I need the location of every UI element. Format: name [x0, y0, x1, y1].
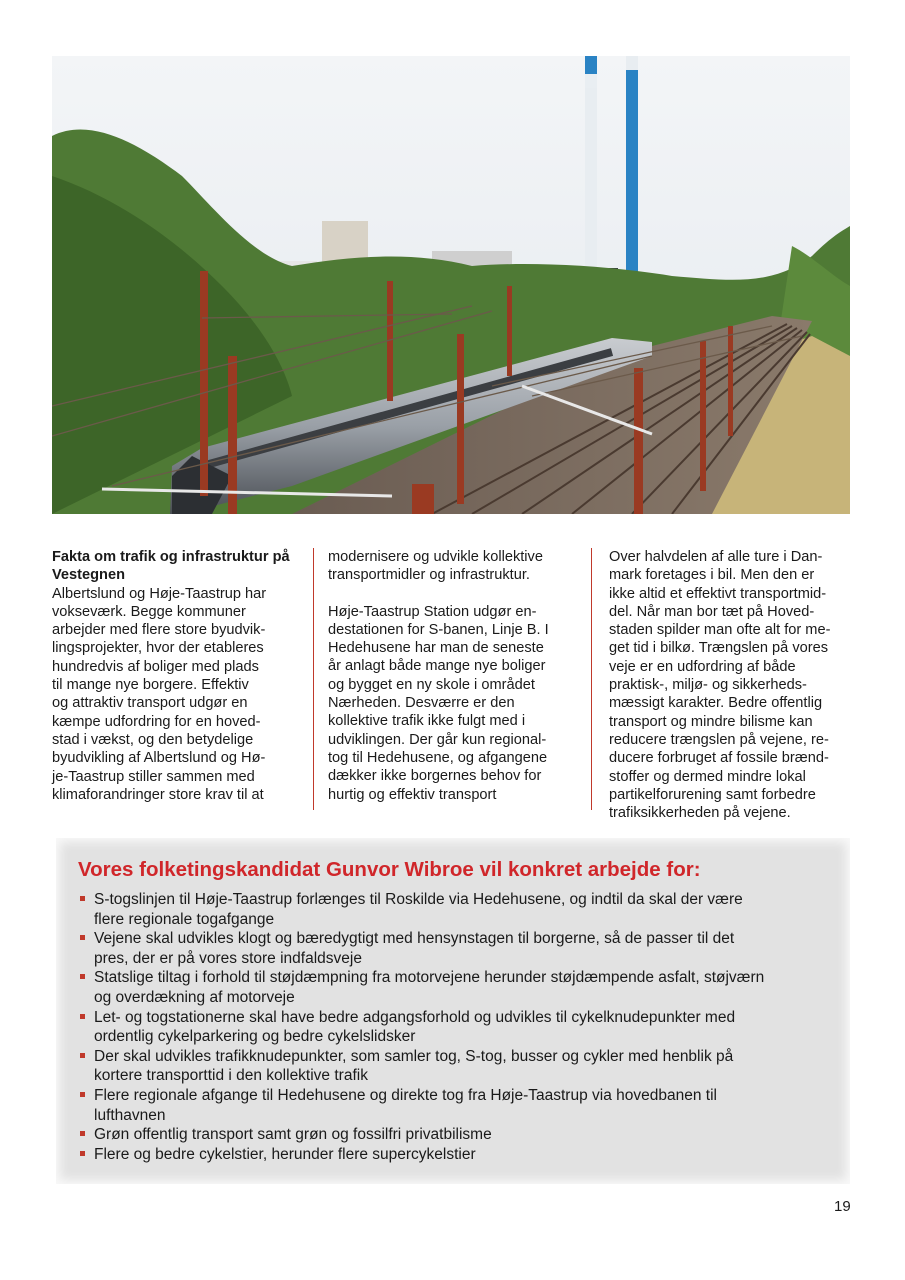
text-line: år anlagt både mange nye boliger — [328, 658, 546, 675]
train-photo-icon — [52, 56, 850, 514]
text-line: stoffer og dermed mindre lokal — [609, 768, 806, 785]
text-line: je-Taastrup stiller sammen med — [52, 768, 255, 785]
text-line: modernisere og udvikle kollektive — [328, 549, 543, 565]
text-line: lingsprojekter, hvor der etableres — [52, 640, 264, 657]
text-line: mark foretages i bil. Men den er — [609, 567, 815, 584]
text-line: trafiksikkerheden på vejene. — [609, 805, 791, 822]
text-line: byudvikling af Albertslund og Hø- — [52, 750, 266, 767]
list-item: Vejene skal udvikles klogt og bæredygtigt med hensynstagen til borgerne, så de passer til det pres, der er på vores store indfaldsveje — [78, 929, 818, 968]
text-line: og attraktiv transport udgør en — [52, 695, 248, 712]
text-line: vokseværk. Begge kommuner — [52, 603, 246, 620]
text-line: partikelforurening samt forbedre — [609, 786, 816, 803]
text-line: dækker ikke borgernes behov for — [328, 768, 542, 785]
text-line: staden spilder man ofte alt for me- — [609, 622, 831, 639]
text-line: tog til Hedehusene, og afgangene — [328, 749, 548, 766]
text-line: udviklingen. Der går kun regional- — [328, 731, 547, 748]
text-line: klimaforandringer store krav til at — [52, 786, 264, 803]
list-item: Grøn offentlig transport samt grøn og fossilfri privatbilisme — [78, 1125, 818, 1145]
text-line: Hedehusene har man de seneste — [328, 640, 544, 657]
text-line: Høje-Taastrup Station udgør en- — [328, 603, 537, 620]
text-line: veje er en udfordring af både — [609, 658, 796, 675]
square-bullet-icon — [80, 896, 85, 901]
text-line: ducere forbruget af fossile brænd- — [609, 750, 829, 767]
text-line: reducere trængslen på vejene, re- — [609, 731, 829, 748]
article-title: Fakta om trafik og infrastruktur på Vestegnen — [52, 549, 290, 584]
train-photo — [52, 56, 850, 514]
column-divider — [313, 548, 314, 810]
article-column-1 — [52, 548, 292, 804]
square-bullet-icon — [80, 1092, 85, 1097]
square-bullet-icon — [80, 1151, 85, 1156]
list-item: Let- og togstationerne skal have bedre adgangsforhold og udvikles til cykelknudepunkter med ordentlig cykelparkering og bedre cykelslidsker — [78, 1008, 818, 1047]
text-line: praktisk-, miljø- og sikkerheds- — [609, 677, 807, 694]
text-line: og bygget en ny skole i området — [328, 676, 535, 693]
article-column-3 — [609, 548, 854, 822]
square-bullet-icon — [80, 1014, 85, 1019]
candidate-box-title: Vores folketingskandidat Gunvor Wibroe vil konkret arbejde for: — [78, 858, 701, 881]
text-line: kæmpe udfordring for en hoved- — [52, 713, 261, 730]
candidate-list — [78, 890, 818, 1164]
text-line: Over halvdelen af alle ture i Dan- — [609, 549, 823, 565]
text-line: mæssigt karakter. Bedre offentlig — [609, 695, 823, 712]
text-line: hurtig og effektiv transport — [328, 786, 497, 803]
list-item: S-togslinjen til Høje-Taastrup forlænges til Roskilde via Hedehusene, og indtil da skal der være flere regionale togafgange — [78, 890, 818, 929]
column-divider — [591, 548, 592, 810]
square-bullet-icon — [80, 1053, 85, 1058]
text-line: transport og mindre bilisme kan — [609, 713, 813, 730]
square-bullet-icon — [80, 935, 85, 940]
text-line: get tid i bilkø. Trængslen på vores — [609, 640, 829, 657]
square-bullet-icon — [80, 1131, 85, 1136]
text-line: arbejder med flere store byudvik- — [52, 622, 266, 639]
page-number: 19 — [834, 1198, 851, 1215]
text-line: transportmidler og infrastruktur. — [328, 567, 530, 584]
text-line: stad i vækst, og den betydelige — [52, 731, 254, 748]
text-line: kollektive trafik ikke fulgt med i — [328, 713, 526, 730]
text-line: Nærheden. Desværre er den — [328, 695, 515, 712]
article-column-2 — [328, 548, 578, 804]
text-line: destationen for S-banen, Linje B. I — [328, 621, 549, 638]
text-line: hundredvis af boliger med plads — [52, 658, 259, 675]
list-item: Statslige tiltag i forhold til støjdæmpning fra motorvejene herunder støjdæmpende asfalt, støjværn og overdækning af motorveje — [78, 968, 818, 1007]
list-item: Flere og bedre cykelstier, herunder flere supercykelstier — [78, 1145, 818, 1165]
text-line: ikke altid et effektivt transportmid- — [609, 585, 827, 602]
text-line: Albertslund og Høje-Taastrup har — [52, 585, 267, 602]
text-line: til mange nye borgere. Effektiv — [52, 677, 249, 694]
candidate-box — [56, 838, 850, 1184]
list-item: Der skal udvikles trafikknudepunkter, som samler tog, S-tog, busser og cykler med henblik på kortere transporttid i den kollektive trafik — [78, 1047, 818, 1086]
square-bullet-icon — [80, 974, 85, 979]
text-line: del. Når man bor tæt på Hoved- — [609, 603, 815, 620]
list-item: Flere regionale afgange til Hedehusene og direkte tog fra Høje-Taastrup via hovedbanen til lufthavnen — [78, 1086, 818, 1125]
